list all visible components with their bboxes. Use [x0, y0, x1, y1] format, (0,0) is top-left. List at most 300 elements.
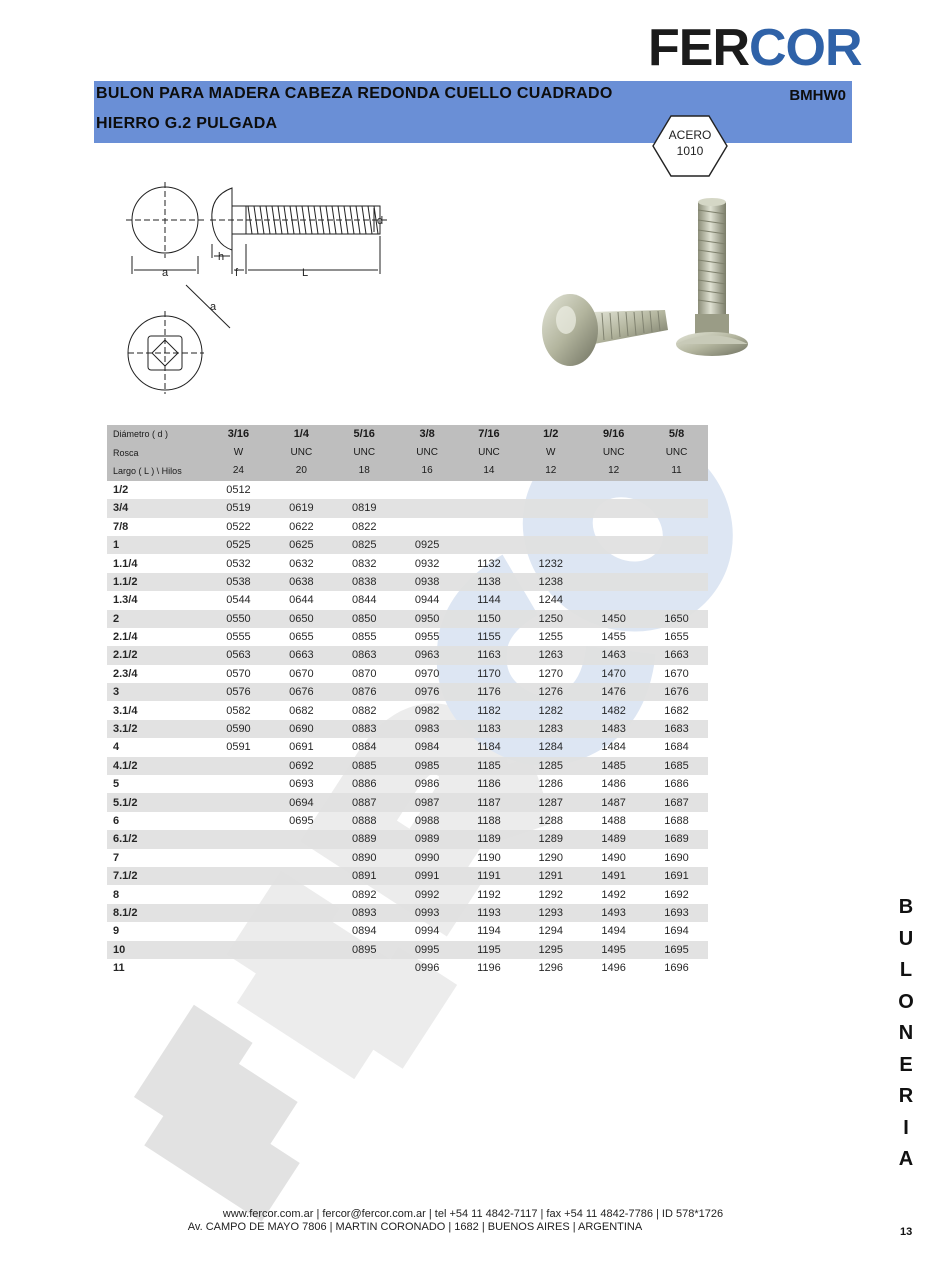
code-cell: 1244 — [538, 594, 563, 607]
code-cell: 0690 — [270, 720, 333, 738]
header-cell: 24 — [207, 462, 270, 481]
code-cell: 1489 — [582, 830, 645, 848]
code-cell: 1183 — [459, 720, 520, 738]
code-cell: 0882 — [351, 704, 377, 717]
header-cell: UNC — [333, 443, 396, 461]
code-cell: 1688 — [664, 815, 689, 827]
page-number: 13 — [900, 1226, 913, 1238]
fercor-logo: FERCOR — [648, 19, 862, 77]
table-row — [107, 757, 708, 775]
code-cell: 0512 — [226, 483, 251, 496]
code-cell: 1491 — [582, 867, 645, 885]
code-cell — [207, 959, 270, 977]
code-cell: 1482 — [601, 704, 626, 717]
code-cell — [270, 867, 333, 885]
code-cell: 1689 — [645, 830, 708, 848]
header-cell: 18 — [333, 462, 396, 481]
code-cell: 1484 — [601, 741, 626, 754]
footer-contact: www.fercor.com.ar | fercor@fercor.com.ar | tel +54 11 4842-7117 | fax +54 11 4842-7786 | ID 578*1726 — [222, 1208, 724, 1220]
table-row — [107, 959, 708, 977]
side-label-letter: A — [898, 1148, 914, 1170]
length-cell: 6 — [113, 815, 120, 827]
code-cell: 0996 — [414, 962, 440, 975]
code-cell — [396, 481, 459, 499]
code-cell: 1685 — [645, 757, 708, 775]
length-cell: 3.1/2 — [107, 720, 207, 738]
code-cell — [645, 518, 708, 536]
code-cell: 1285 — [519, 757, 582, 775]
code-cell — [582, 499, 645, 517]
side-label-letter: U — [898, 927, 914, 950]
code-cell: 1284 — [538, 741, 563, 754]
code-cell — [396, 499, 459, 517]
code-cell: 0883 — [333, 720, 396, 738]
footer-address: Av. CAMPO DE MAYO 7806 | MARTIN CORONADO | 1682 | BUENOS AIRES | ARGENTINA — [187, 1221, 643, 1233]
code-cell: 0892 — [351, 888, 377, 901]
code-cell: 0989 — [396, 830, 459, 848]
code-cell: 1650 — [645, 610, 708, 628]
code-cell: 0582 — [226, 704, 251, 717]
code-cell: 0925 — [396, 536, 459, 554]
length-cell: 8 — [113, 888, 120, 901]
code-cell: 0590 — [207, 720, 270, 738]
table-row — [107, 628, 708, 646]
code-cell: 0932 — [414, 557, 440, 570]
length-cell: 3.1/4 — [113, 704, 138, 717]
code-cell — [582, 536, 645, 554]
header-row-label: Largo ( L ) \ Hilos — [107, 462, 207, 481]
code-cell: 0944 — [414, 594, 440, 607]
code-cell: 0986 — [414, 778, 440, 791]
code-cell: 0692 — [270, 757, 333, 775]
code-cell — [582, 573, 645, 591]
code-cell — [582, 554, 645, 572]
code-cell — [582, 518, 645, 536]
code-cell: 1490 — [601, 851, 626, 864]
code-cell: 1291 — [519, 867, 582, 885]
length-cell: 1.3/4 — [113, 594, 138, 607]
code-cell: 0625 — [270, 536, 333, 554]
code-cell — [207, 885, 270, 903]
code-cell: 1190 — [477, 851, 501, 864]
code-cell: 0870 — [351, 667, 377, 680]
code-cell: 0992 — [414, 888, 440, 901]
length-cell: 4.1/2 — [107, 757, 207, 775]
code-cell: 1486 — [601, 778, 626, 791]
code-cell: 1163 — [459, 646, 520, 664]
code-cell: 0555 — [226, 631, 251, 644]
table-row — [107, 518, 708, 536]
code-cell: 0538 — [207, 573, 270, 591]
table-row — [107, 610, 708, 628]
code-cell: 1493 — [582, 904, 645, 922]
code-cell: 0563 — [207, 646, 270, 664]
code-cell: 1232 — [538, 557, 563, 570]
code-cell — [270, 922, 333, 940]
code-cell — [645, 554, 708, 572]
table-row — [107, 922, 708, 940]
length-cell: 7.1/2 — [107, 867, 207, 885]
code-cell: 1470 — [601, 667, 626, 680]
product-title: BULON PARA MADERA CABEZA REDONDA CUELLO CUADRADO — [96, 85, 613, 102]
code-cell: 1193 — [459, 904, 520, 922]
code-cell: 1255 — [538, 631, 563, 644]
dim-L-label: L — [302, 267, 309, 279]
code-cell: 0655 — [289, 631, 314, 644]
code-cell: 0644 — [289, 594, 314, 607]
code-cell: 1176 — [459, 683, 520, 701]
code-cell: 1132 — [477, 557, 501, 570]
code-cell: 0670 — [289, 667, 314, 680]
code-cell — [207, 793, 270, 811]
code-cell — [207, 812, 270, 830]
header-cell: UNC — [645, 443, 708, 461]
code-cell — [459, 481, 520, 499]
header-cell: UNC — [270, 443, 333, 461]
code-cell: 0990 — [414, 851, 440, 864]
code-cell — [519, 499, 582, 517]
code-cell: 1483 — [582, 720, 645, 738]
code-cell: 1494 — [601, 925, 626, 938]
code-cell — [645, 481, 708, 499]
code-cell — [333, 959, 396, 977]
code-cell: 0976 — [396, 683, 459, 701]
code-cell: 1194 — [477, 925, 501, 938]
header-cell: UNC — [396, 443, 459, 461]
code-cell: 0950 — [396, 610, 459, 628]
code-cell: 1276 — [519, 683, 582, 701]
table-row — [107, 481, 708, 499]
header-row-label: Diámetro ( d ) — [107, 425, 207, 443]
code-cell: 0844 — [351, 594, 377, 607]
code-cell: 1195 — [459, 941, 520, 959]
dim-f-label: f — [235, 267, 239, 279]
length-cell: 2 — [107, 610, 207, 628]
code-cell — [645, 573, 708, 591]
length-cell: 10 — [107, 941, 207, 959]
header-cell: 9/16 — [582, 425, 645, 443]
table-row — [107, 941, 708, 959]
header-cell: 7/16 — [459, 425, 520, 443]
length-cell: 2.3/4 — [113, 667, 138, 680]
table-row — [107, 867, 708, 885]
code-cell: 0519 — [207, 499, 270, 517]
code-cell: 0894 — [351, 925, 377, 938]
code-cell: 0863 — [333, 646, 396, 664]
code-cell: 0650 — [270, 610, 333, 628]
code-cell: 1485 — [582, 757, 645, 775]
code-cell: 0889 — [333, 830, 396, 848]
code-cell: 1670 — [664, 667, 689, 680]
code-cell: 0955 — [414, 631, 440, 644]
header-cell: 3/8 — [396, 425, 459, 443]
code-cell: 0822 — [351, 520, 377, 533]
code-cell — [207, 904, 270, 922]
table-row — [107, 885, 708, 903]
code-cell: 1184 — [477, 741, 501, 754]
header-cell: 1/4 — [270, 425, 333, 443]
code-cell: 1238 — [519, 573, 582, 591]
side-label-letter: I — [903, 1116, 909, 1139]
code-cell: 0638 — [270, 573, 333, 591]
side-label-letter: O — [898, 990, 914, 1013]
code-cell: 0838 — [333, 573, 396, 591]
code-cell: 0988 — [414, 815, 440, 827]
code-cell: 0694 — [270, 793, 333, 811]
product-subtitle: HIERRO G.2 PULGADA — [96, 115, 278, 132]
code-cell: 1487 — [582, 793, 645, 811]
code-cell: 1286 — [538, 778, 563, 791]
header-cell: UNC — [582, 443, 645, 461]
code-cell — [270, 885, 333, 903]
code-cell — [207, 830, 270, 848]
code-cell — [270, 481, 333, 499]
code-cell: 1182 — [477, 704, 501, 717]
code-cell: 0532 — [226, 557, 251, 570]
code-cell: 1189 — [459, 830, 520, 848]
header-cell: W — [519, 443, 582, 461]
code-cell — [270, 830, 333, 848]
side-label-letter: B — [898, 896, 914, 918]
code-cell: 1170 — [477, 667, 501, 680]
code-cell: 0887 — [333, 793, 396, 811]
code-cell — [519, 536, 582, 554]
table-row — [107, 738, 708, 756]
code-cell: 1155 — [477, 631, 501, 644]
table-row — [107, 683, 708, 701]
code-cell: 0691 — [289, 741, 314, 754]
code-cell: 0970 — [414, 667, 440, 680]
code-cell: 1283 — [519, 720, 582, 738]
code-cell — [270, 849, 333, 867]
code-cell: 1290 — [538, 851, 563, 864]
code-cell: 0895 — [333, 941, 396, 959]
code-cell: 1144 — [477, 594, 501, 607]
code-cell: 0663 — [270, 646, 333, 664]
header-cell: 5/16 — [333, 425, 396, 443]
header-cell: 3/16 — [207, 425, 270, 443]
length-cell: 3 — [107, 683, 207, 701]
code-cell: 1463 — [582, 646, 645, 664]
code-cell: 1185 — [459, 757, 520, 775]
code-cell: 1691 — [645, 867, 708, 885]
code-cell: 1693 — [645, 904, 708, 922]
length-cell: 4 — [113, 741, 120, 754]
length-cell: 2.1/2 — [107, 646, 207, 664]
code-cell: 1692 — [664, 888, 689, 901]
code-cell: 0855 — [351, 631, 377, 644]
title-band — [94, 81, 852, 143]
code-cell: 1138 — [459, 573, 520, 591]
code-cell: 0832 — [351, 557, 377, 570]
code-cell: 0993 — [396, 904, 459, 922]
dim-a-label: a — [162, 267, 169, 279]
code-cell: 1488 — [601, 815, 626, 827]
code-cell — [333, 481, 396, 499]
side-label-letter: L — [899, 959, 913, 981]
code-cell: 0876 — [333, 683, 396, 701]
code-cell: 0885 — [333, 757, 396, 775]
length-cell: 3/4 — [107, 499, 207, 517]
code-cell: 1687 — [645, 793, 708, 811]
code-cell — [270, 941, 333, 959]
table-header-row — [107, 462, 708, 481]
length-cell: 6.1/2 — [107, 830, 207, 848]
code-cell: 1192 — [477, 888, 501, 901]
header-cell: 12 — [582, 462, 645, 481]
code-cell: 1292 — [538, 888, 563, 901]
bolt-code-table — [107, 425, 708, 977]
code-cell: 1263 — [519, 646, 582, 664]
code-cell: 0619 — [270, 499, 333, 517]
code-cell: 1683 — [645, 720, 708, 738]
material-grade: 1010 — [676, 144, 704, 158]
length-cell: 1.1/4 — [113, 557, 138, 570]
code-cell: 0982 — [414, 704, 440, 717]
length-cell: 9 — [113, 925, 120, 938]
code-cell — [459, 536, 520, 554]
code-cell: 1476 — [582, 683, 645, 701]
code-cell: 1288 — [538, 815, 563, 827]
table-header-row — [107, 425, 708, 443]
table-row — [107, 665, 708, 683]
header-cell: 5/8 — [645, 425, 708, 443]
code-cell: 1694 — [664, 925, 689, 938]
code-cell: 0884 — [351, 741, 377, 754]
code-cell: 0984 — [414, 741, 440, 754]
bolt-technical-drawing — [118, 178, 396, 398]
code-cell: 0995 — [396, 941, 459, 959]
table-row — [107, 499, 708, 517]
table-row — [107, 646, 708, 664]
code-cell: 0676 — [270, 683, 333, 701]
code-cell — [519, 481, 582, 499]
code-cell: 1250 — [519, 610, 582, 628]
code-cell: 1496 — [601, 962, 626, 975]
code-cell: 1690 — [664, 851, 689, 864]
code-cell — [645, 536, 708, 554]
code-cell: 1150 — [459, 610, 520, 628]
length-cell: 1 — [107, 536, 207, 554]
code-cell: 1455 — [601, 631, 626, 644]
code-cell — [207, 922, 270, 940]
section-side-label — [893, 892, 919, 1176]
bolt-product-photo — [530, 192, 770, 372]
code-cell: 1655 — [664, 631, 689, 644]
code-cell: 1492 — [601, 888, 626, 901]
code-cell: 1696 — [664, 962, 689, 975]
code-cell — [459, 499, 520, 517]
code-cell: 1289 — [519, 830, 582, 848]
length-cell: 8.1/2 — [107, 904, 207, 922]
code-cell — [207, 941, 270, 959]
code-cell: 1282 — [538, 704, 563, 717]
code-cell: 1663 — [645, 646, 708, 664]
code-cell — [396, 518, 459, 536]
side-label-letter: N — [898, 1022, 914, 1044]
code-cell — [207, 775, 270, 793]
length-cell: 5.1/2 — [107, 793, 207, 811]
code-cell: 0888 — [351, 815, 377, 827]
code-cell: 0591 — [226, 741, 251, 754]
code-cell — [207, 757, 270, 775]
header-row-label: Rosca — [107, 443, 207, 461]
length-cell: 7/8 — [113, 520, 129, 533]
code-cell: 0632 — [289, 557, 314, 570]
table-header-row — [107, 443, 708, 461]
length-cell: 2.1/4 — [113, 631, 138, 644]
code-cell: 0550 — [207, 610, 270, 628]
header-cell: 11 — [645, 462, 708, 481]
code-cell: 1450 — [582, 610, 645, 628]
code-cell: 0825 — [333, 536, 396, 554]
code-cell: 0544 — [226, 594, 251, 607]
code-cell: 0963 — [396, 646, 459, 664]
material-name: ACERO — [668, 128, 712, 142]
code-cell: 1287 — [519, 793, 582, 811]
header-cell: W — [207, 443, 270, 461]
code-cell: 0938 — [396, 573, 459, 591]
header-cell: UNC — [459, 443, 520, 461]
code-cell: 0891 — [333, 867, 396, 885]
code-cell — [645, 499, 708, 517]
code-cell: 1295 — [519, 941, 582, 959]
code-cell: 1293 — [519, 904, 582, 922]
code-cell: 0985 — [396, 757, 459, 775]
code-cell: 1196 — [477, 962, 501, 975]
code-cell — [582, 481, 645, 499]
code-cell: 0994 — [414, 925, 440, 938]
code-cell: 0622 — [289, 520, 314, 533]
table-row — [107, 904, 708, 922]
code-cell — [519, 518, 582, 536]
header-cell: 1/2 — [519, 425, 582, 443]
table-row — [107, 720, 708, 738]
side-label-letter: R — [898, 1085, 914, 1107]
code-cell — [582, 591, 645, 609]
length-cell: 5 — [113, 778, 120, 791]
code-cell: 1270 — [538, 667, 563, 680]
code-cell: 0893 — [333, 904, 396, 922]
code-cell: 0890 — [351, 851, 377, 864]
code-cell: 0991 — [396, 867, 459, 885]
code-cell: 1682 — [664, 704, 689, 717]
code-cell: 0695 — [289, 815, 314, 827]
material-hex-badge — [652, 115, 728, 177]
length-cell: 11 — [113, 962, 125, 975]
code-cell: 1695 — [645, 941, 708, 959]
code-cell: 0987 — [396, 793, 459, 811]
code-cell: 1676 — [645, 683, 708, 701]
code-cell — [207, 867, 270, 885]
code-cell: 1186 — [477, 778, 501, 791]
code-cell: 0576 — [207, 683, 270, 701]
code-cell: 1188 — [477, 815, 501, 827]
header-cell: 20 — [270, 462, 333, 481]
code-cell: 0682 — [289, 704, 314, 717]
table-row — [107, 775, 708, 793]
side-label-letter: E — [899, 1053, 913, 1076]
code-cell — [270, 904, 333, 922]
code-cell: 1187 — [459, 793, 520, 811]
table-row — [107, 701, 708, 719]
code-cell: 1495 — [582, 941, 645, 959]
header-cell: 12 — [519, 462, 582, 481]
code-cell: 0886 — [351, 778, 377, 791]
code-cell: 0850 — [333, 610, 396, 628]
code-cell: 0525 — [207, 536, 270, 554]
table-row — [107, 573, 708, 591]
